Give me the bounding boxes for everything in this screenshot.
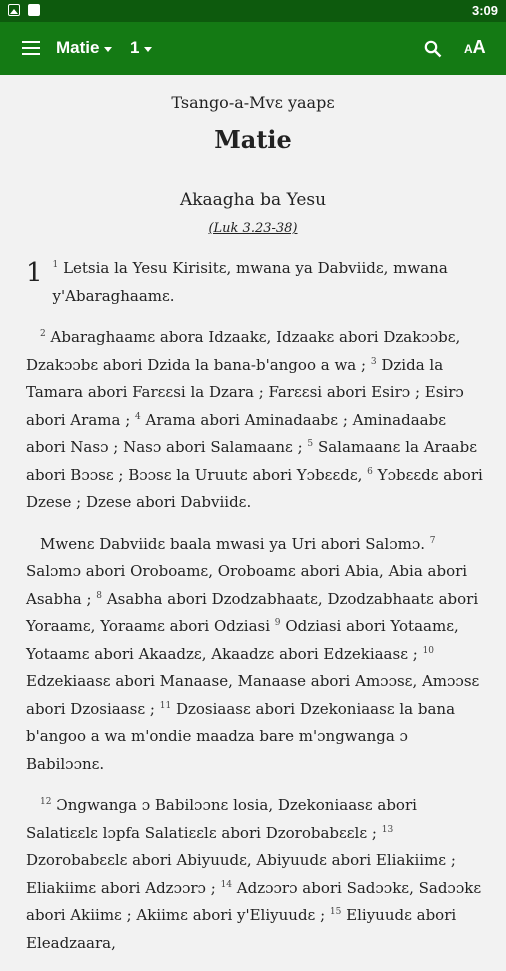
verse-text[interactable]: Asabha abori Dzodzabhaatɛ, Dzodzabhaatɛ abori Yoraamɛ, Yoraamɛ abori Odziasi [26, 589, 479, 635]
verse-number: 2 [40, 329, 46, 339]
book-title: Matie [214, 125, 292, 154]
verse-text[interactable]: Adzɔɔrɔ abori Sadɔɔkɛ, Sadɔɔkɛ abori Akiimɛ ; Akiimɛ abori y'Eliyuudɛ ; [26, 878, 482, 924]
chapter-label: 1 [130, 38, 140, 57]
passage-text [26, 255, 486, 971]
verse-text[interactable]: Abaraghaamɛ abora Idzaakɛ, Idzaakɛ abori Dzakɔɔbɛ, Dzakɔɔbɛ abori Dzida la bana-b'angoo a wa ; [26, 328, 461, 374]
image-notification-icon [8, 4, 20, 16]
chapter-number: 1 [26, 258, 43, 288]
verse-text[interactable]: Mwenɛ Dabviidɛ baala mwasi ya Uri abori Salɔmɔ. [40, 534, 426, 553]
verse-text[interactable]: Dzorobabɛɛlɛ abori Abiyuudɛ, Abiyuudɛ abori Eliakiimɛ ; Eliakiimɛ abori Adzɔɔrɔ ; [26, 851, 456, 897]
book-selector[interactable] [56, 38, 112, 58]
status-bar [0, 0, 506, 22]
verse-text[interactable]: Dzosiaasɛ abori Dzekoniaasɛ la bana b'angoo a wa m'ondie maadza bare m'ɔngwanga ɔ Babilɔɔnɛ. [26, 699, 456, 773]
verse-number: 3 [370, 356, 377, 367]
section-heading: Akaagha ba Yesu [179, 190, 327, 210]
verse-number: 9 [274, 618, 281, 628]
verse-number: 5 [307, 439, 314, 449]
chevron-down-icon [144, 47, 152, 52]
paragraph [26, 255, 486, 310]
verse-number: 13 [381, 824, 394, 835]
verse-text[interactable]: Letsia la Yesu Kirisitɛ, mwana ya Dabviidɛ, mwana y'Abaraghaamɛ. [52, 259, 448, 305]
status-time: 3:09 [471, 3, 498, 18]
verse-text[interactable]: Edzekiaasɛ abori Manaase, Manaase abori Amɔɔsɛ, Amɔɔsɛ abori Dzosiaasɛ ; [26, 672, 480, 718]
verse-number: 11 [159, 700, 172, 711]
verse-number: 4 [135, 411, 141, 422]
paragraph [26, 792, 486, 957]
verse-number: 1 [52, 260, 59, 270]
verse-text[interactable]: Eliyuudɛ abori Eleadzaara, [26, 906, 457, 952]
reading-pane[interactable] [0, 75, 506, 952]
notification-icons [8, 4, 40, 16]
app-bar [0, 22, 506, 75]
menu-icon[interactable] [22, 41, 40, 55]
paragraph [26, 531, 486, 779]
verse-number: 6 [367, 466, 373, 477]
text-size-icon[interactable]: AA [464, 37, 486, 57]
verse-number: 10 [422, 645, 435, 656]
book-label: Matie [56, 38, 100, 57]
chevron-down-icon [104, 47, 112, 52]
verse-text[interactable]: Salɔmɔ abori Oroboamɛ, Oroboamɛ abori Abia, Abia abori Asabha ; [26, 562, 468, 608]
search-icon[interactable] [424, 40, 442, 58]
verse-number: 15 [329, 907, 342, 917]
verse-text[interactable]: Dzida la Tamara abori Farɛɛsi la Dzara ; Farɛɛsi abori Esirɔ ; Esirɔ abori Arama ; [26, 355, 464, 429]
cross-reference-link[interactable]: (Luk 3.23-38) [208, 221, 298, 236]
verse-number: 8 [96, 590, 103, 601]
book-subtitle: Tsango-a-Mvɛ yaapɛ [171, 93, 335, 112]
verse-number: 12 [40, 797, 52, 807]
verse-number: 7 [429, 535, 436, 546]
paragraph [26, 324, 486, 517]
chapter-selector[interactable] [130, 38, 152, 58]
verse-number: 14 [220, 879, 233, 890]
verse-text[interactable]: Odziasi abori Yotaamɛ, Yotaamɛ abori Akaadzɛ, Akaadzɛ abori Edzekiaasɛ ; [26, 617, 459, 663]
verse-text[interactable]: Arama abori Aminadaabɛ ; Aminadaabɛ abori Nasɔ ; Nasɔ abori Salamaanɛ ; [26, 410, 446, 456]
verse-text[interactable]: Yɔbɛɛdɛ abori Dzese ; Dzese abori Dabviidɛ. [26, 465, 483, 511]
verse-text[interactable]: Salamaanɛ la Araabɛ abori Bɔɔsɛ ; Bɔɔsɛ la Uruutɛ abori Yɔbɛɛdɛ, [26, 438, 477, 484]
download-notification-icon [28, 4, 40, 16]
verse-text[interactable]: Ɔngwanga ɔ Babilɔɔnɛ losia, Dzekoniaasɛ abori Salatiɛɛlɛ lɔpfa Salatiɛɛlɛ abori Dzorobabɛɛlɛ ; [26, 796, 417, 842]
